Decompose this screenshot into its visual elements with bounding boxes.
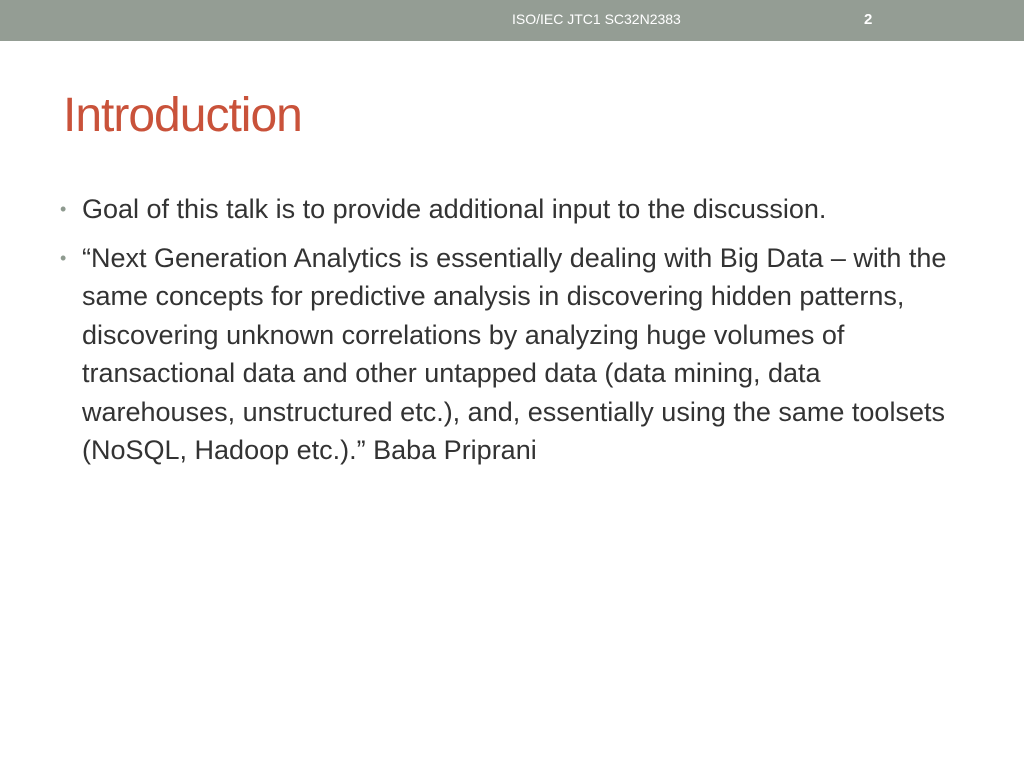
bullet-text-goal: Goal of this talk is to provide additional input to the discussion.	[82, 194, 827, 224]
bullet-item-goal	[60, 190, 970, 229]
slide-title: Introduction	[63, 89, 302, 142]
document-id: ISO/IEC JTC1 SC32N2383	[512, 11, 681, 27]
bullet-item-quote	[60, 239, 970, 470]
bullet-dot-icon: •	[60, 247, 67, 268]
bullet-dot-icon: •	[60, 199, 67, 219]
header-bar	[0, 0, 1024, 41]
bullet-list	[60, 190, 970, 480]
bullet-text-quote: “Next Generation Analytics is essentially dealing with Big Data – with the same concepts for predictive analysis in discovering hidden patterns, discovering unknown correlations by analyzing huge volumes of transactional data and other untapped data (data mining, data warehouses, unstructured etc.), and, essentially using the same toolsets (NoSQL, Hadoop etc.).” Baba Priprani	[82, 242, 947, 465]
page-number: 2	[864, 11, 873, 28]
